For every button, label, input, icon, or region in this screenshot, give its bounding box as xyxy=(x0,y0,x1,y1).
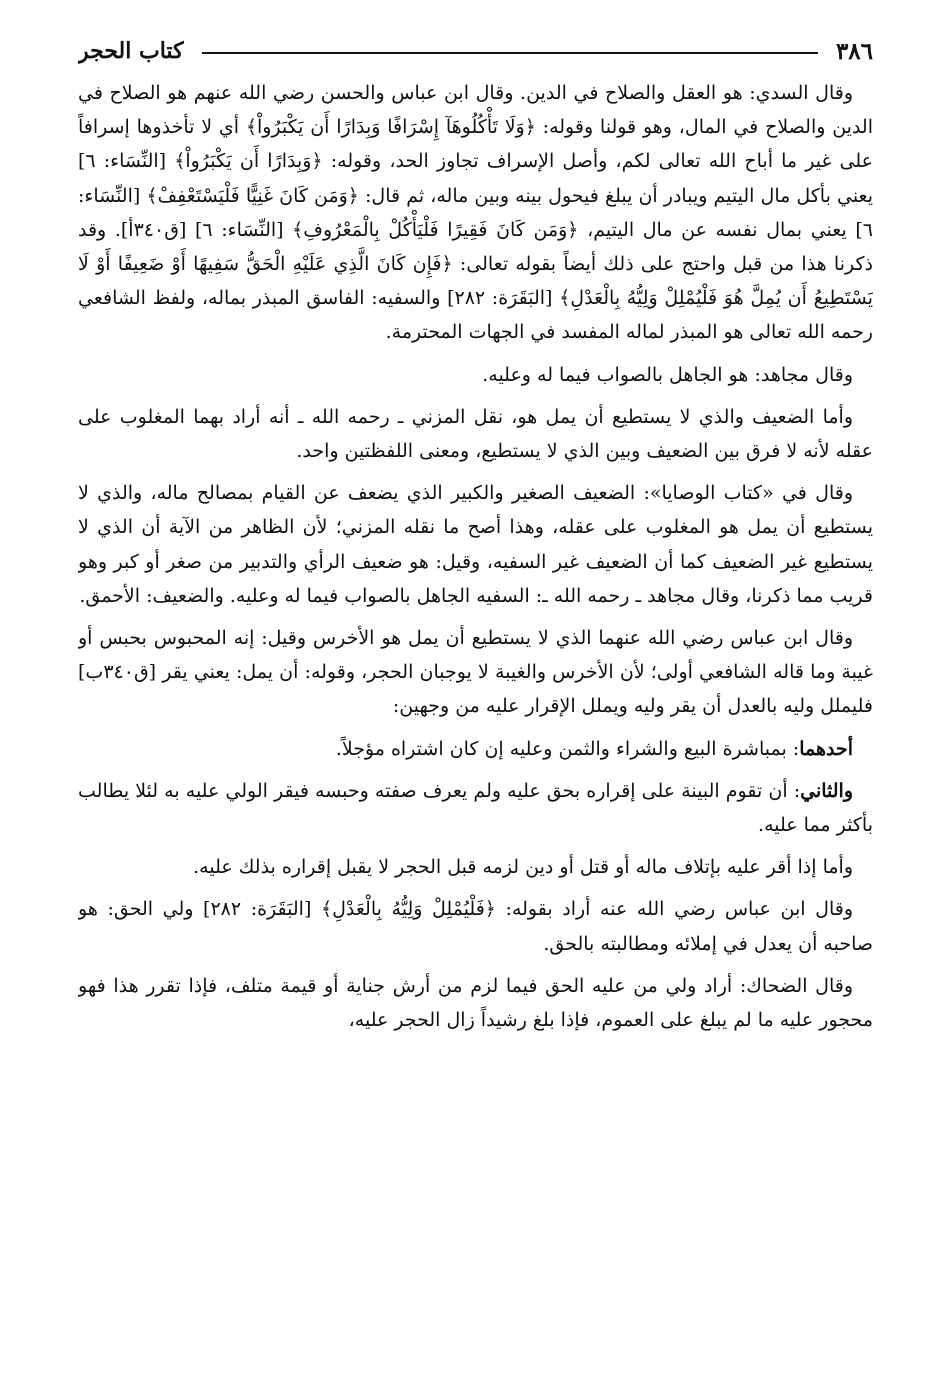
paragraph: وقال السدي: هو العقل والصلاح في الدين. وقال ابن عباس والحسن رضي الله عنهم هو الصلاح في الدين والصلاح في المال، وهو قولنا وقوله: ﴿وَلَا تَأْكُلُوهَآ إِسْرَافًا وَبِدَارًا أَن يَكْبَرُواْ﴾ أي لا تأخذوها إسرافاً على غير ما أباح الله تعالى لكم، وأصل الإسراف تجاوز الحد، وقوله: ﴿وَبِدَارًا أَن يَكْبَرُواْ﴾ [النِّسَاء: ٦] يعني بأكل مال اليتيم ويبادر أن يبلغ فيحول بينه وبين ماله، ثم قال: ﴿وَمَن كَانَ غَنِيًّا فَلْيَسْتَعْفِفْ﴾ [النِّسَاء: ٦] يعني بمال نفسه عن مال اليتيم، ﴿وَمَن كَانَ فَقِيرًا فَلْيَأْكُلْ بِالْمَعْرُوفِ﴾ [النِّسَاء: ٦] [ق٣٤٠أ]. وقد ذكرنا هذا من قبل واحتج على ذلك أيضاً بقوله تعالى: ﴿فَإِن كَانَ الَّذِي عَلَيْهِ الْحَقُّ سَفِيهًا أَوْ ضَعِيفًا أَوْ لَا يَسْتَطِيعُ أَن يُمِلَّ هُوَ فَلْيُمْلِلْ وَلِيُّهُ بِالْعَدْلِ﴾ [البَقَرَة: ٢٨٢] والسفيه: الفاسق المبذر بماله، ولفظ الشافعي رحمه الله تعالى هو المبذر لماله المفسد في الجهات المحترمة. xyxy=(78,82,873,344)
list-item-text: : بمباشرة البيع والشراء والثمن وعليه إن كان اشتراه مؤجلاً. xyxy=(335,737,800,760)
paragraph: وقال في «كتاب الوصايا»: الضعيف الصغير والكبير الذي يضعف عن القيام بمصالح ماله، والذي لا يستطيع أن يمل هو المغلوب على عقله، وهذا أصح ما نقله المزني؛ لأن الظاهر من الآية أن الذي لا يستطيع غير الضعيف كما أن الضعيف غير السفيه، وقيل: هو ضعيف الرأي والتدبير من صغر أو كبر وهو قريب مما ذكرنا، وقال مجاهد ـ رحمه الله ـ: السفيه الجاهل بالصواب فيما له وعليه. والضعيف: الأحمق. xyxy=(78,482,873,607)
list-item-label: أحدهما xyxy=(799,737,853,760)
book-title: كتاب الحجر xyxy=(78,38,184,64)
page-header xyxy=(78,28,873,74)
list-item-second xyxy=(78,774,873,842)
paragraph: وقال مجاهد: هو الجاهل بالصواب فيما له وعليه. xyxy=(482,363,853,386)
paragraph: وقال ابن عباس رضي الله عنه أراد بقوله: ﴿فَلْيُمْلِلْ وَلِيُّهُ بِالْعَدْلِ﴾ [البَقَرَة: ٢٨٢] ولي الحق: هو صاحبه أن يعدل في إملائه ومطالبته بالحق. xyxy=(78,898,873,955)
page-number: ٣٨٦ xyxy=(835,37,873,65)
list-item-label: والثاني xyxy=(800,779,853,802)
list-item-first xyxy=(78,732,873,766)
page-body xyxy=(78,76,873,1037)
paragraph: وأما إذا أقر عليه بإتلاف ماله أو قتل أو دين لزمه قبل الحجر لا يقبل إقراره بذلك عليه. xyxy=(193,856,853,879)
book-page xyxy=(78,28,873,1358)
header-rule xyxy=(202,52,818,54)
paragraph: وأما الضعيف والذي لا يستطيع أن يمل هو، نقل المزني ـ رحمه الله ـ أنه أراد بهما المغلوب على عقله لأنه لا فرق بين الضعيف وبين الذي لا يستطيع، ومعنى اللفظتين واحد. xyxy=(78,405,873,463)
paragraph: وقال ابن عباس رضي الله عنهما الذي لا يستطيع أن يمل هو الأخرس وقيل: إنه المحبوس بحبس أو غيبة وما قاله الشافعي أولى؛ لأن الأخرس والغيبة لا يوجبان الحجر، وقوله: أن يمل: يعني يقر [ق٣٤٠ب] فليملل وليه بالعدل أن يقر وليه ويملل الإقرار عليه من وجهين: xyxy=(78,627,873,718)
list-item-text: : أن تقوم البينة على إقراره بحق عليه ولم يعرف صفته وحبسه فيقر الولي عليه به لئلا يطالب بأكثر مما عليه. xyxy=(78,779,873,837)
paragraph: وقال الضحاك: أراد ولي من عليه الحق فيما لزم من أرش جناية أو قيمة متلف، فإذا تقرر هذا فهو محجور عليه ما لم يبلغ على العموم، فإذا بلغ رشيداً زال الحجر عليه، xyxy=(78,974,873,1032)
